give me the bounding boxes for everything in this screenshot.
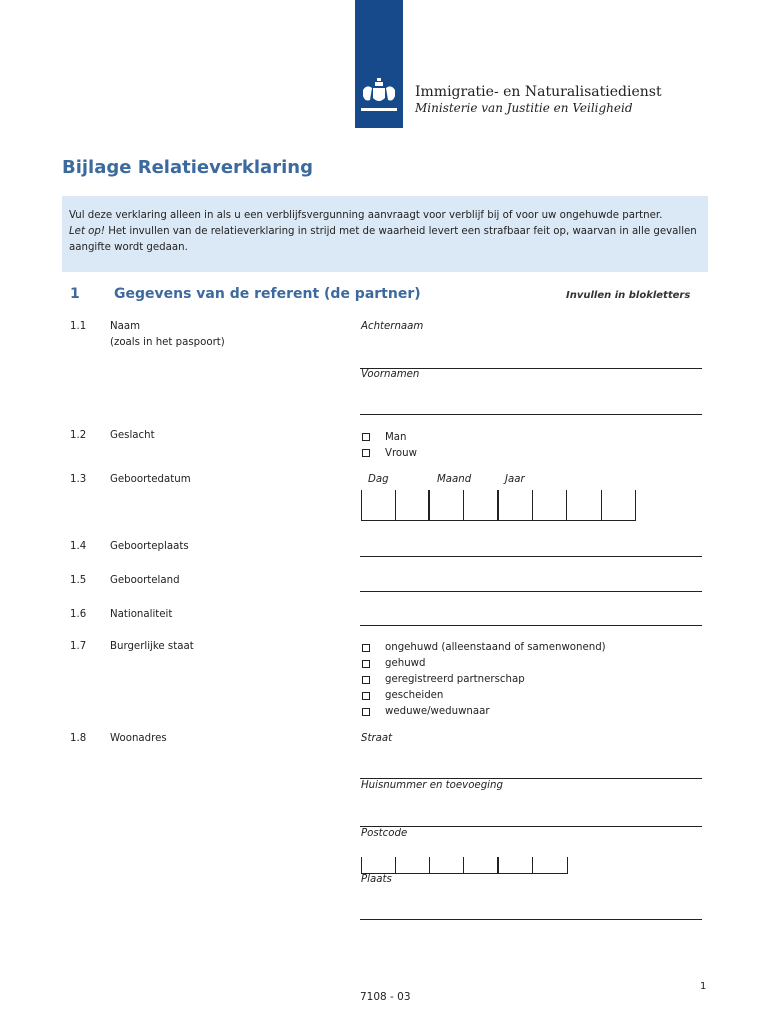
- nationaliteit-input-line[interactable]: [360, 625, 702, 626]
- box-divider: [395, 857, 396, 873]
- section-title: Gegevens van de referent (de partner): [114, 286, 421, 302]
- box-divider: [532, 490, 533, 520]
- box-divider: [497, 490, 499, 520]
- option-geregistreerd-partnerschap: geregistreerd partnerschap: [385, 674, 525, 685]
- box-divider: [635, 490, 636, 520]
- option-ongehuwd: ongehuwd (alleenstaand of samenwonend): [385, 642, 606, 653]
- field-number: 1.7: [70, 641, 87, 652]
- section-note: Invullen in blokletters: [566, 290, 691, 301]
- field-number: 1.2: [70, 430, 87, 441]
- checkbox-geregistreerd-partnerschap[interactable]: [362, 676, 370, 684]
- field-number: 1.6: [70, 609, 87, 620]
- logo-bar: [355, 0, 403, 128]
- checkbox-vrouw[interactable]: [362, 449, 370, 457]
- huisnummer-input-line[interactable]: [360, 826, 702, 827]
- box-divider: [361, 490, 362, 520]
- plaats-input-line[interactable]: [360, 919, 702, 920]
- box-divider: [567, 857, 568, 873]
- ministry-name: Ministerie van Justitie en Veiligheid: [415, 101, 633, 115]
- hint-voornamen: Voornamen: [361, 369, 420, 380]
- field-number: 1.1: [70, 321, 87, 332]
- geboorteplaats-input-line[interactable]: [360, 556, 702, 557]
- notice-line1: Vul deze verklaring alleen in als u een verblijfsvergunning aanvraagt voor verblijf bij of voor uw ongehuwde partner.: [69, 210, 663, 221]
- postcode-input-boxes[interactable]: [361, 857, 568, 874]
- coat-of-arms-icon: [355, 0, 403, 128]
- field-label-geboortedatum: Geboortedatum: [110, 474, 191, 485]
- notice-text: [69, 208, 699, 256]
- form-code: 7108 - 03: [360, 991, 411, 1003]
- box-divider: [601, 490, 602, 520]
- box-divider: [566, 490, 567, 520]
- hint-plaats: Plaats: [361, 874, 392, 885]
- notice-line2: Het invullen van de relatieverklaring in strijd met de waarheid levert een strafbaar feit op, waarvan in alle gevallen aangifte wordt gedaan.: [69, 226, 697, 253]
- field-number: 1.8: [70, 733, 87, 744]
- field-label-nationaliteit: Nationaliteit: [110, 609, 173, 620]
- option-man: Man: [385, 432, 407, 443]
- hint-straat: Straat: [361, 733, 393, 744]
- field-number: 1.5: [70, 575, 87, 586]
- box-divider: [361, 857, 362, 873]
- notice-box: [62, 196, 708, 272]
- hint-achternaam: Achternaam: [361, 321, 424, 332]
- hint-jaar: Jaar: [505, 474, 525, 485]
- field-label-geslacht: Geslacht: [110, 430, 155, 441]
- hint-postcode: Postcode: [361, 828, 408, 839]
- hint-dag: Dag: [368, 474, 389, 485]
- page-title: Bijlage Relatieverklaring: [62, 157, 313, 178]
- date-input-boxes[interactable]: [361, 490, 636, 521]
- straat-input-line[interactable]: [360, 778, 702, 779]
- voornamen-input-line[interactable]: [360, 414, 702, 415]
- field-sublabel-naam: (zoals in het paspoort): [110, 337, 225, 348]
- box-divider: [428, 490, 430, 520]
- box-divider: [463, 490, 464, 520]
- page-number: 1: [700, 981, 707, 992]
- box-divider: [429, 857, 430, 873]
- section-number: 1: [70, 286, 80, 302]
- checkbox-man[interactable]: [362, 433, 370, 441]
- checkbox-gescheiden[interactable]: [362, 692, 370, 700]
- field-label-naam: Naam: [110, 321, 141, 332]
- field-number: 1.4: [70, 541, 87, 552]
- checkbox-gehuwd[interactable]: [362, 660, 370, 668]
- box-divider: [463, 857, 464, 873]
- hint-maand: Maand: [437, 474, 472, 485]
- box-divider: [395, 490, 396, 520]
- option-weduwe: weduwe/weduwnaar: [385, 706, 490, 717]
- hint-huisnummer: Huisnummer en toevoeging: [361, 780, 503, 791]
- notice-let-op: Let op!: [69, 226, 105, 237]
- field-label-geboorteland: Geboorteland: [110, 575, 180, 586]
- box-divider: [532, 857, 533, 873]
- option-gescheiden: gescheiden: [385, 690, 444, 701]
- field-label-burgerlijke-staat: Burgerlijke staat: [110, 641, 194, 652]
- field-label-geboorteplaats: Geboorteplaats: [110, 541, 189, 552]
- checkbox-weduwe[interactable]: [362, 708, 370, 716]
- checkbox-ongehuwd[interactable]: [362, 644, 370, 652]
- field-label-woonadres: Woonadres: [110, 733, 167, 744]
- field-number: 1.3: [70, 474, 87, 485]
- geboorteland-input-line[interactable]: [360, 591, 702, 592]
- option-gehuwd: gehuwd: [385, 658, 426, 669]
- organisation-name: Immigratie- en Naturalisatiedienst: [415, 84, 662, 100]
- option-vrouw: Vrouw: [385, 448, 417, 459]
- box-divider: [497, 857, 499, 873]
